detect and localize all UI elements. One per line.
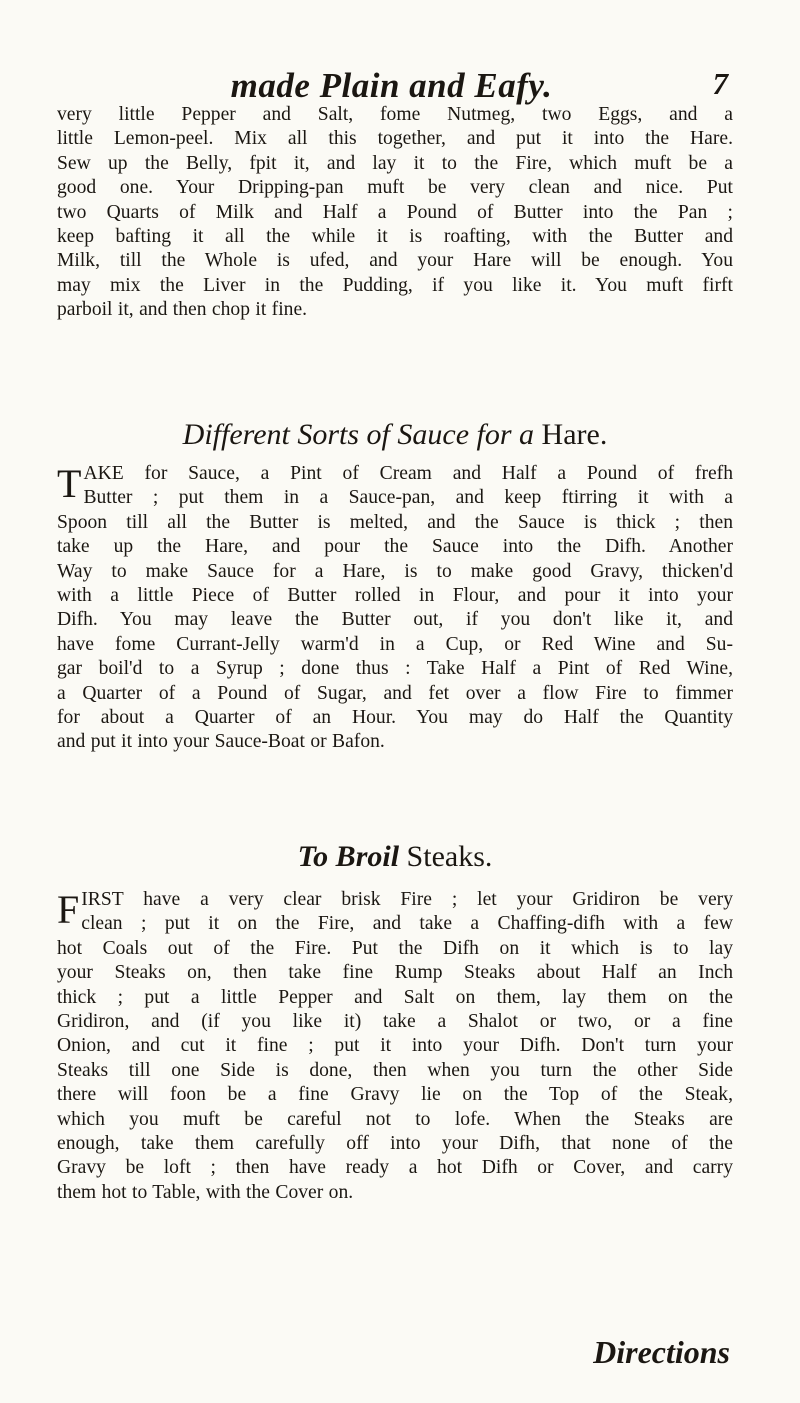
text-line: keep bafting it all the while it is roafting, with the Butter and <box>57 226 733 248</box>
text-line: Way to make Sauce for a Hare, is to make good Gravy, thicken'd <box>57 560 733 582</box>
text-line: hot Coals out of the Fire. Put the Difh on it which is to lay <box>57 937 733 959</box>
text-line: Steaks till one Side is done, then when you turn the other Side <box>57 1059 733 1081</box>
text-line: Onion, and cut it fine ; put it into your Difh. Don't turn your <box>57 1035 733 1057</box>
text-line: a Quarter of a Pound of Sugar, and fet over a flow Fire to fimmer <box>57 682 733 704</box>
text-line: Butter ; put them in a Sauce-pan, and keep ftirring it with a <box>83 487 733 509</box>
section-heading-sauce <box>57 418 733 452</box>
continuation-paragraph <box>57 103 733 323</box>
text-line: there will foon be a fine Gravy lie on the Top of the Steak, <box>57 1084 733 1106</box>
text-line: two Quarts of Milk and Half a Pound of Butter into the Pan ; <box>57 201 733 223</box>
text-line: very little Pepper and Salt, fome Nutmeg, two Eggs, and a <box>57 104 733 125</box>
heading-tail: Steaks. <box>406 840 493 873</box>
text-line: Milk, till the Whole is ufed, and your Hare will be enough. You <box>57 250 733 272</box>
running-title: made Plain and Eafy. <box>230 66 553 105</box>
catchword: Directions <box>593 1334 730 1370</box>
text-line: may mix the Liver in the Pudding, if you like it. You muft firft <box>57 274 733 296</box>
text-line: have fome Currant-Jelly warm'd in a Cup, or Red Wine and Su- <box>57 633 733 655</box>
sauce-paragraph <box>57 462 733 755</box>
text-line: Spoon till all the Butter is melted, and the Sauce is thick ; then <box>57 511 733 533</box>
section-heading-steaks <box>57 840 733 874</box>
heading-lead: To Broil <box>297 840 400 873</box>
text-line: AKE for Sauce, a Pint of Cream and Half a Pound of frefh <box>83 463 733 484</box>
text-line: Gravy be loft ; then have ready a hot Difh or Cover, and carry <box>57 1157 733 1179</box>
page-number: 7 <box>712 66 728 101</box>
text-line: clean ; put it on the Fire, and take a Chaffing-difh with a few <box>81 913 733 935</box>
text-line: and put it into your Sauce-Boat or Bafon. <box>57 731 385 753</box>
text-line: which you muft be careful not to lofe. When the Steaks are <box>57 1108 733 1130</box>
text-line: gar boil'd to a Syrup ; done thus : Take Half a Pint of Red Wine, <box>57 658 733 680</box>
text-line: take up the Hare, and pour the Sauce into the Difh. Another <box>57 536 733 558</box>
text-line: for about a Quarter of an Hour. You may do Half the Quantity <box>57 707 733 729</box>
steaks-paragraph <box>57 888 733 1205</box>
heading-tail: Hare. <box>541 418 608 451</box>
heading-lead: Different Sorts of Sauce for a <box>182 418 535 451</box>
text-line: your Steaks on, then take fine Rump Steaks about Half an Inch <box>57 962 733 984</box>
text-line: Gridiron, and (if you like it) take a Shalot or two, or a fine <box>57 1011 733 1033</box>
drop-cap: T <box>57 461 82 506</box>
text-line: Difh. You may leave the Butter out, if you don't like it, and <box>57 609 733 631</box>
text-line: parboil it, and then chop it fine. <box>57 299 308 321</box>
drop-cap: F <box>57 887 80 932</box>
text-line: good one. Your Dripping-pan muft be very clean and nice. Put <box>57 177 733 199</box>
text-line: little Lemon-peel. Mix all this together, and put it into the Hare. <box>57 128 733 150</box>
text-line: IRST have a very clear brisk Fire ; let your Gridiron be very <box>81 889 733 910</box>
text-line: Sew up the Belly, fpit it, and lay it to the Fire, which muft be a <box>57 152 733 174</box>
text-line: thick ; put a little Pepper and Salt on them, lay them on the <box>57 986 733 1008</box>
text-line: enough, take them carefully off into your Difh, that none of the <box>57 1133 733 1155</box>
text-line: with a little Piece of Butter rolled in Flour, and pour it into your <box>57 585 733 607</box>
text-line: them hot to Table, with the Cover on. <box>57 1181 354 1203</box>
